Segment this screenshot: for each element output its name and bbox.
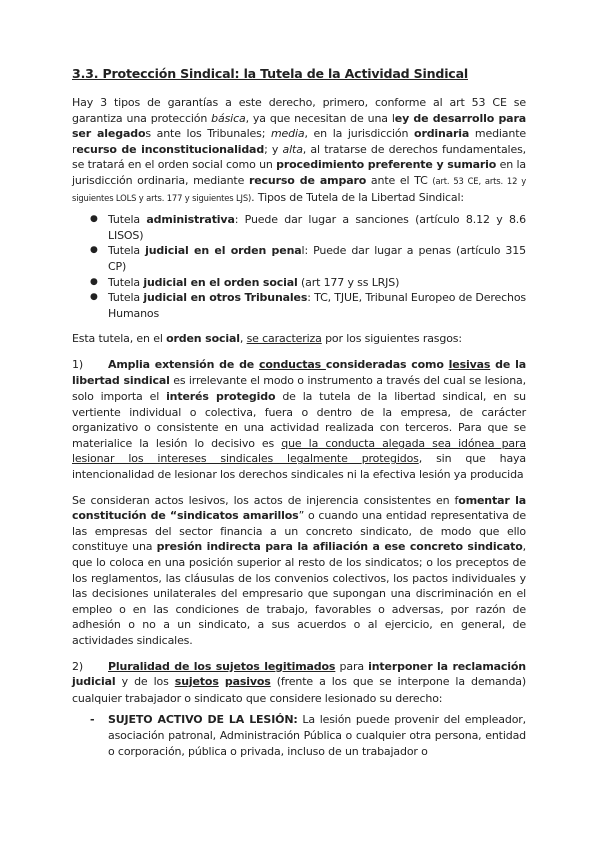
list-item: ● Tutela judicial en el orden penal: Puede dar lugar a penas (artículo 315 CP) (90, 244, 526, 273)
bullet-icon: ● (90, 214, 98, 225)
item-2-paragraph: 2) Pluralidad de los sujetos legitimados para interponer la reclamación judicial y de los sujetos pasivos (frente a los que se interpone la demanda) cualquier trabajador o sindicato que considere lesionado su derecho: (72, 659, 527, 705)
lesive-acts-paragraph: Se consideran actos lesivos, los actos de injerencia consistentes en fomentar la constitución de “sindicatos amarillos” o cuando una entidad representativa de las empresas del sector financia a un concreto sindicato, de modo que ello constituye una presión indirecta para la afiliación a ese concreto sindicato, que lo coloca en una posición superior al resto de los sindicatos; o los preceptos de los reglamentos, las cláusulas de los convenios colectivos, los pactos individuales y las decisiones unilaterales del empresario que supongan una discriminación en el empleo o en las condiciones de trabajo, favorables o adversas, por razón de adhesión o no a un sindicato, a sus acuerdos o al ejercicio, en general, de actividades sindicales. (72, 493, 526, 647)
dash-marker: - (90, 713, 95, 727)
list-item: - SUJETO ACTIVO DE LA LESIÓN: La lesión puede provenir del empleador, asociación patronal, Administración Pública o cualquier otra persona, entidad o corporación, pública o privada, incluso de un trabajador o (90, 713, 526, 758)
list-item: ● Tutela judicial en el orden social (art 177 y ss LRJS) (90, 275, 400, 289)
bullet-icon: ● (90, 292, 98, 303)
item-1-paragraph: 1) Amplia extensión de de conductas consideradas como lesivas de la libertad sindical es irrelevante el modo o instrumento a través del cual se lesiona, solo importa el interés protegido de la tutela de la libertad sindical, en su vertiente individual o colectiva, fuera o dentro de la empresa, de carácter organizativo o consistente en una actividad realizada con terceros. Para que se materialice la lesión lo decisivo es que la conducta alegada sea idónea para lesionar los intereses sindicales legalmente protegidos, sin que haya intencionalidad de lesionar los derechos sindicales ni la efectiva lesión ya producida (72, 357, 526, 482)
bullet-icon: ● (90, 245, 98, 256)
document-page (72, 66, 526, 759)
bullet-icon: ● (90, 276, 98, 287)
section-heading: 3.3. Protección Sindical: la Tutela de la Actividad Sindical (72, 66, 468, 81)
list-item: ● Tutela judicial en otros Tribunales: TC, TJUE, Tribunal Europeo de Derechos Humanos (90, 291, 526, 320)
subjects-list (72, 712, 526, 759)
intro-paragraph: Hay 3 tipos de garantías a este derecho, primero, conforme al art 53 CE se garantiza una protección básica, ya que necesitan de una ley de desarrollo para ser alegados ante los Tribunales; media, en la jurisdicción ordinaria mediante recurso de inconstitucionalidad; y alta, al tratarse de derechos fundamentales, se tratará en el orden social como un procedimiento preferente y sumario en la jurisdicción ordinaria, mediante recurso de amparo ante el TC (art. 53 CE, arts. 12 y siguientes LOLS y arts. 177 y siguientes LJS). Tipos de Tutela de la Libertad Sindical: (72, 96, 527, 204)
tutela-paragraph: Esta tutela, en el orden social, se caracteriza por los siguientes rasgos: (72, 332, 462, 346)
tutela-types-list (72, 212, 526, 321)
list-item: ● Tutela administrativa: Puede dar lugar a sanciones (artículo 8.12 y 8.6 LISOS) (90, 213, 526, 242)
